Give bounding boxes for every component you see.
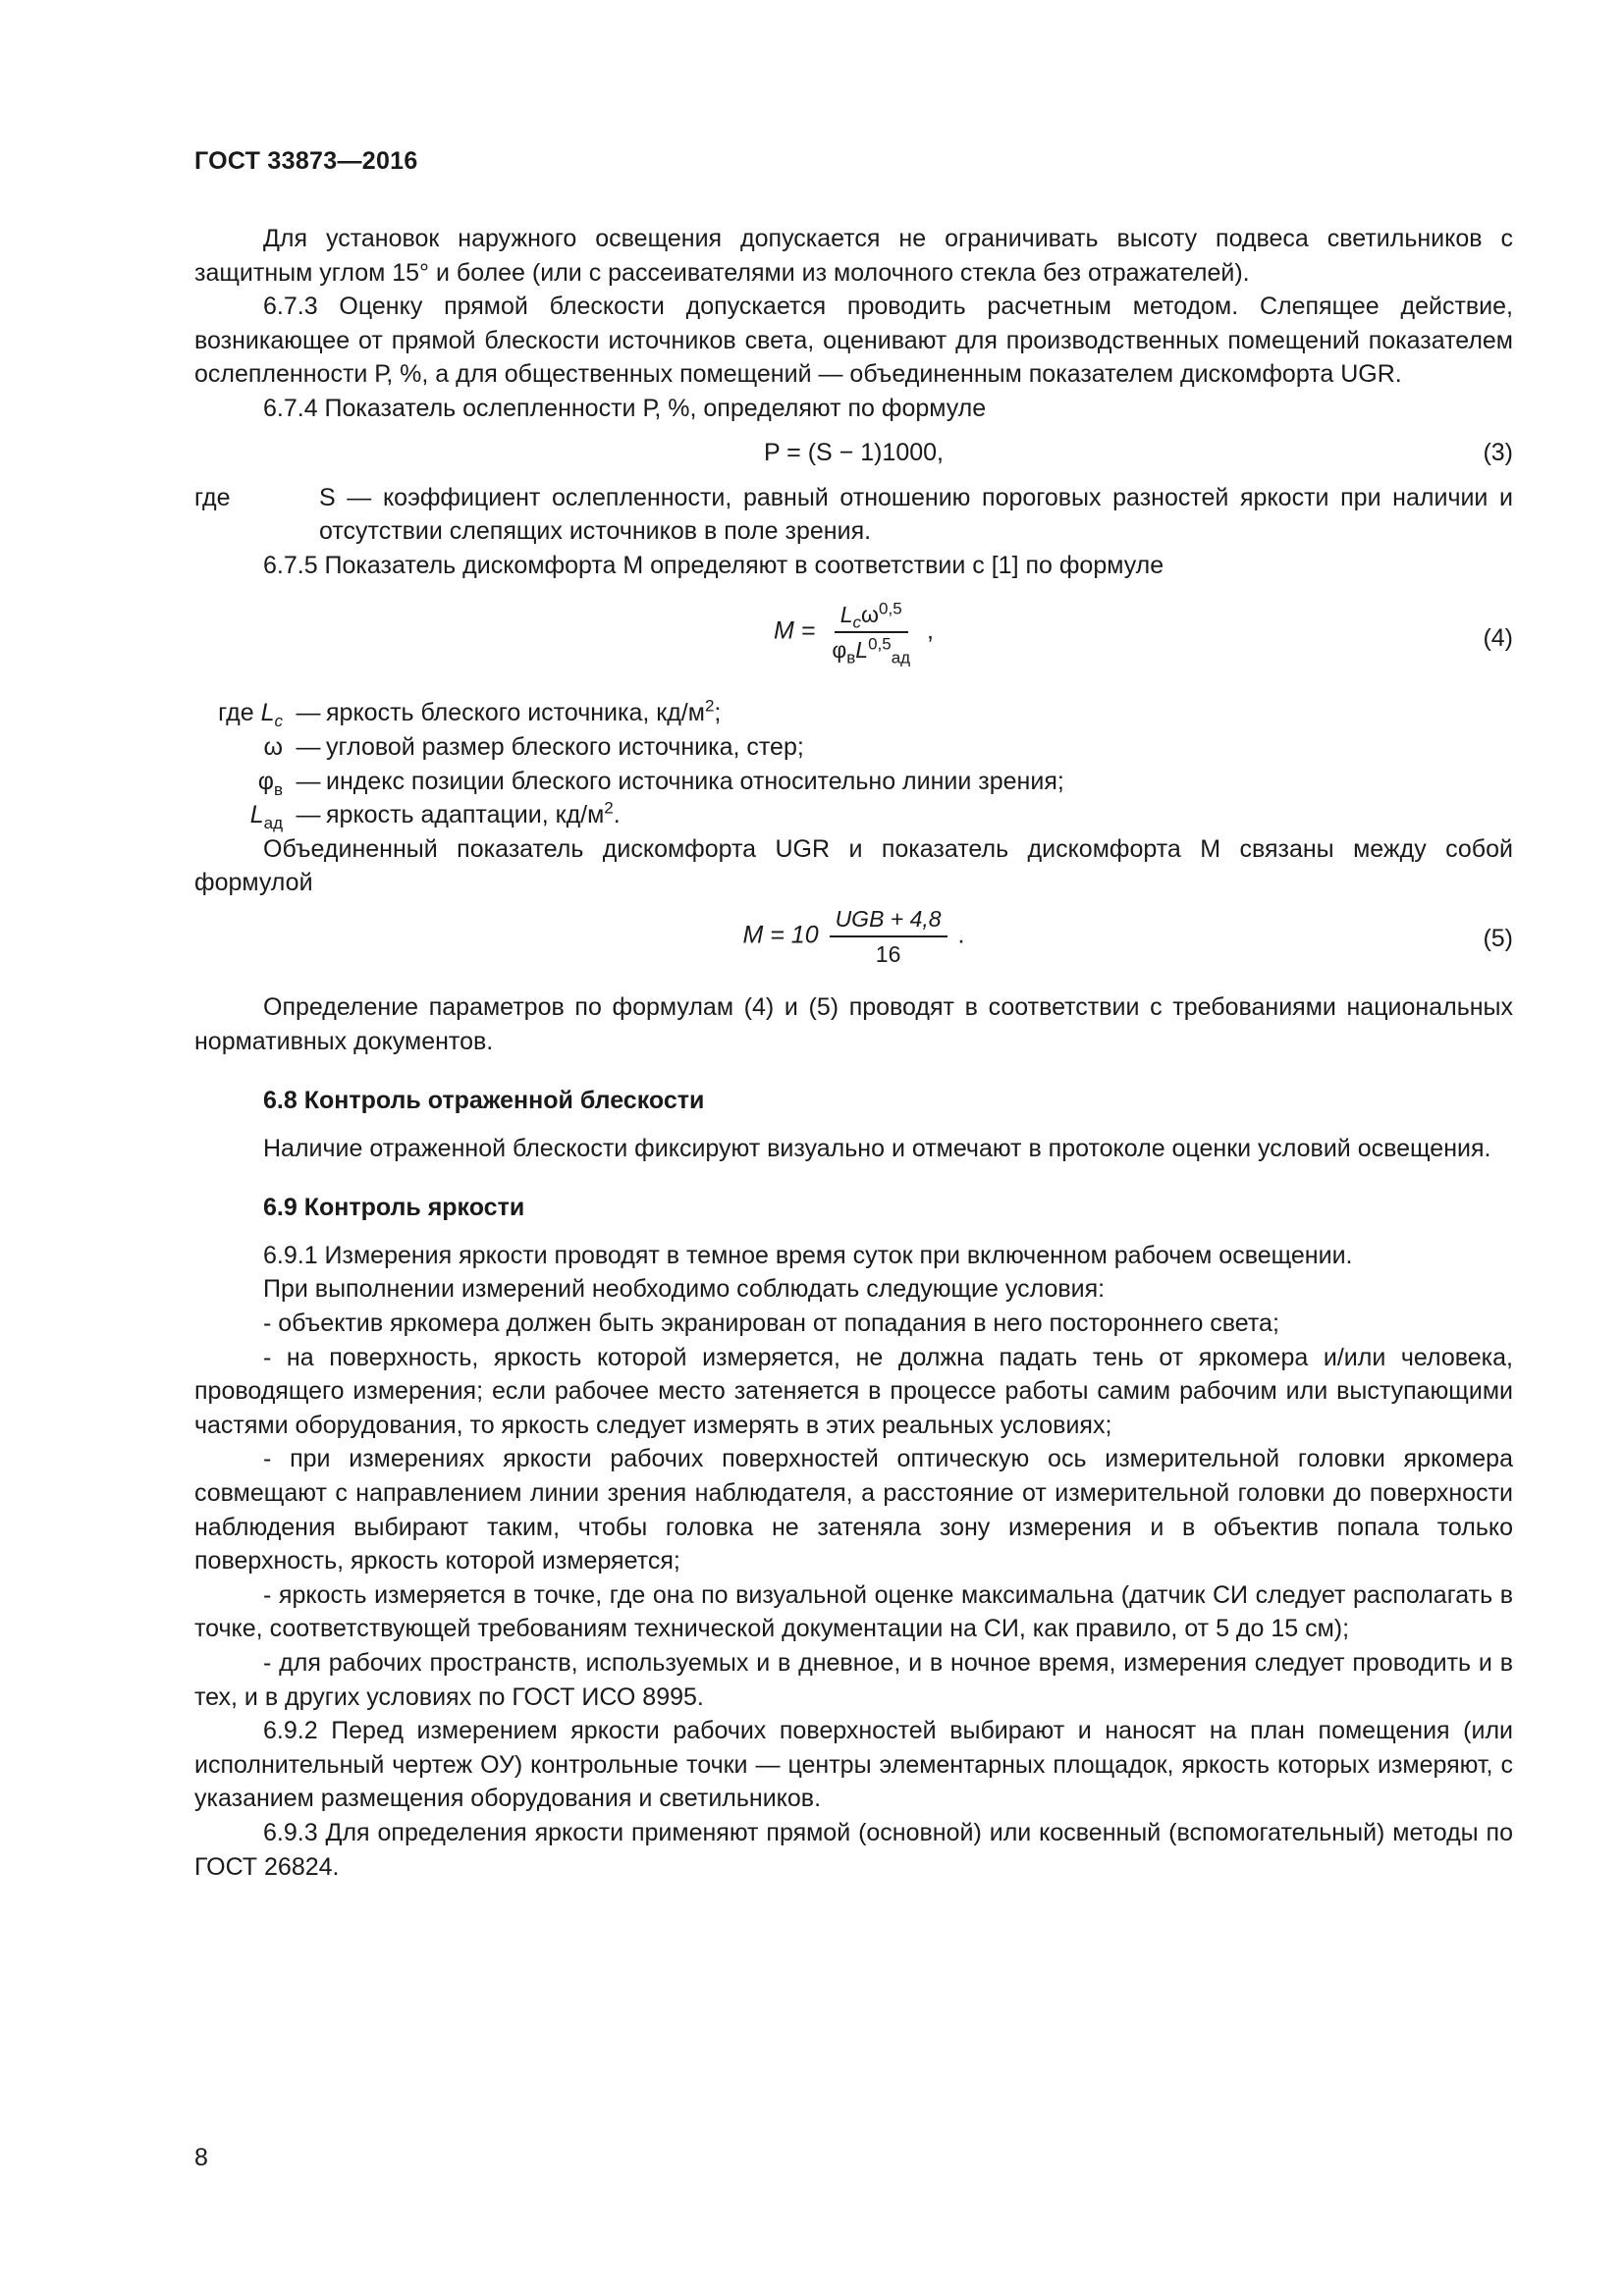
definition-end: . <box>613 801 621 829</box>
definition-row <box>194 765 1513 799</box>
definition-text-main: яркость блеского источника, кд/м <box>326 699 705 727</box>
formula-4-number: (4) <box>1483 624 1513 653</box>
den-L: L <box>855 637 869 664</box>
list-item: - яркость измеряется в точке, где она по визуальной оценке максимальна (датчик СИ следует располагать в точке, соответствующей требованиям технической документации на СИ, как правило, от 5 до 15 см); <box>194 1580 1513 1643</box>
symbol-sub: ад <box>263 814 283 833</box>
paragraph: 6.7.5 Показатель дискомфорта М определяют в соответствии с [1] по формуле <box>263 551 1164 579</box>
formula-5-tail: . <box>957 921 965 949</box>
formula-3-number: (3) <box>1483 438 1513 466</box>
definition-end: ; <box>714 699 722 727</box>
num-exp: 0,5 <box>879 599 902 618</box>
paragraph: Наличие отраженной блескости фиксируют визуально и отмечают в протоколе оценки условий освещения. <box>263 1134 1491 1162</box>
definition-sup: 2 <box>604 798 614 818</box>
list-item: - при измерениях яркости рабочих поверхностей оптическую ось измерительной головки яркомера совмещают с направлением линии зрения наблюдателя, а расстояние от измерительной головки до поверхности наблюдения выбирают таким, чтобы головка не затеняла зону измерения и в объектив попала только поверхность, яркость которой измеряется; <box>194 1445 1513 1575</box>
definition-text-main: яркость адаптации, кд/м <box>326 801 605 829</box>
definition-dash: — <box>296 699 321 727</box>
formula-5-body <box>194 904 1513 969</box>
formula-4-fraction <box>826 600 916 665</box>
paragraph: 6.9.1 Измерения яркости проводят в темное время суток при включенном рабочем освещении. <box>263 1241 1353 1269</box>
section-heading-6-8: 6.8 Контроль отраженной блескости <box>263 1087 705 1115</box>
document-body <box>194 222 1513 1884</box>
num-L-sub: c <box>852 613 862 632</box>
formula-5-number: (5) <box>1483 924 1513 952</box>
den-exp: 0,5 <box>868 634 892 654</box>
definition-text: индекс позиции блеского источника относительно линии зрения; <box>326 767 1064 795</box>
formula-4-tail: , <box>927 616 934 645</box>
definition-row <box>194 696 1513 730</box>
symbol-sub: c <box>274 712 283 731</box>
paragraph: Определение параметров по формулам (4) и (5) проводят в соответствии с требованиями национальных нормативных документов. <box>194 992 1513 1055</box>
symbol-main: ω <box>263 732 283 761</box>
formula-5-denominator: 16 <box>875 940 901 967</box>
den-L-sub: ад <box>891 648 911 667</box>
formula-5-fraction <box>830 904 947 969</box>
where-text: S — коэффициент ослепленности, равный отношению пороговых разностей яркости при наличии и отсутствии слепящих источников в поле зрения. <box>319 483 1513 546</box>
list-item: - объектив яркомера должен быть экранирован от попадания в него постороннего света; <box>263 1309 1279 1338</box>
definition-text: угловой размер блеского источника, стер; <box>326 732 804 761</box>
num-omega: ω <box>861 602 880 628</box>
paragraph: 6.9.2 Перед измерением яркости рабочих поверхностей выбирают и наносят на план помещения (или исполнительный чертеж ОУ) контрольные точки — центры элементарных площадок, яркость которых измеряют, с указанием размещения оборудования и светильников. <box>194 1717 1513 1813</box>
formula-4-denominator <box>826 633 916 665</box>
symbol-sub: в <box>273 779 283 799</box>
definition-text <box>326 696 721 730</box>
definition-symbol <box>194 696 291 730</box>
definitions-list <box>194 696 1513 831</box>
formula-4 <box>194 582 1513 696</box>
formula-5-numerator: UGB + 4,8 <box>830 904 947 937</box>
formula-4-body <box>194 600 1513 665</box>
formula-5 <box>194 900 1513 990</box>
definition-symbol <box>194 730 291 765</box>
definition-dash: — <box>296 801 321 829</box>
document-header: ГОСТ 33873—2016 <box>194 147 418 175</box>
definition-dash: — <box>296 767 321 795</box>
where-lead: где <box>218 699 254 727</box>
definition-dash: — <box>296 732 321 761</box>
definition-row <box>194 730 1513 765</box>
paragraph: 6.7.4 Показатель ослепленности Р, %, определяют по формуле <box>263 394 987 422</box>
paragraph: Объединенный показатель дискомфорта UGR и показатель дискомфорта М связаны между собой формулой <box>194 834 1513 897</box>
formula-5-lhs: M = 10 <box>742 921 819 949</box>
list-item: - на поверхность, яркость которой измеряется, не должна падать тень от яркомера и/или человека, проводящего измерения; если рабочее место затеняется в процессе работы самим рабочим или выступающими частями оборудования, то яркость следует измерять в этих реальных условиях; <box>194 1343 1513 1439</box>
page-number: 8 <box>194 2144 208 2171</box>
den-phi-sub: в <box>846 648 856 667</box>
where-lead: где <box>194 483 231 511</box>
definition-symbol <box>194 765 291 799</box>
section-heading-6-9: 6.9 Контроль яркости <box>263 1194 525 1222</box>
symbol-main: L <box>260 699 275 727</box>
definition-sup: 2 <box>704 697 715 717</box>
definition-text <box>326 798 621 832</box>
where-clause-3 <box>194 481 1513 549</box>
num-L: L <box>839 602 853 628</box>
definition-symbol <box>194 798 291 832</box>
den-phi: φ <box>832 637 847 664</box>
paragraph: 6.9.3 Для определения яркости применяют прямой (основной) или косвенный (вспомогательный) методы по ГОСТ 26824. <box>194 1818 1513 1881</box>
formula-3-body: P = (S − 1)1000, <box>764 438 944 466</box>
paragraph: 6.7.3 Оценку прямой блескости допускается проводить расчетным методом. Слепящее действие, возникающее от прямой блескости источников света, оценивают для производственных помещений показателем ослепленности Р, %, а для общественных помещений — объединенным показателем дискомфорта UGR. <box>194 293 1513 389</box>
formula-3 <box>194 426 1513 481</box>
paragraph: При выполнении измерений необходимо соблюдать следующие условия: <box>263 1275 1106 1304</box>
list-item: - для рабочих пространств, используемых и в дневное, и в ночное время, измерения следует проводить и в тех, и в других условиях по ГОСТ ИСО 8995. <box>194 1649 1513 1711</box>
definition-row <box>194 798 1513 832</box>
formula-4-numerator <box>835 600 908 633</box>
formula-4-lhs: M = <box>774 616 816 645</box>
symbol-main: L <box>249 801 264 829</box>
paragraph: Для установок наружного освещения допускается не ограничивать высоту подвеса светильников с защитным углом 15° и более (или с рассеивателями из молочного стекла без отражателей). <box>194 225 1513 287</box>
symbol-main: φ <box>257 767 274 795</box>
